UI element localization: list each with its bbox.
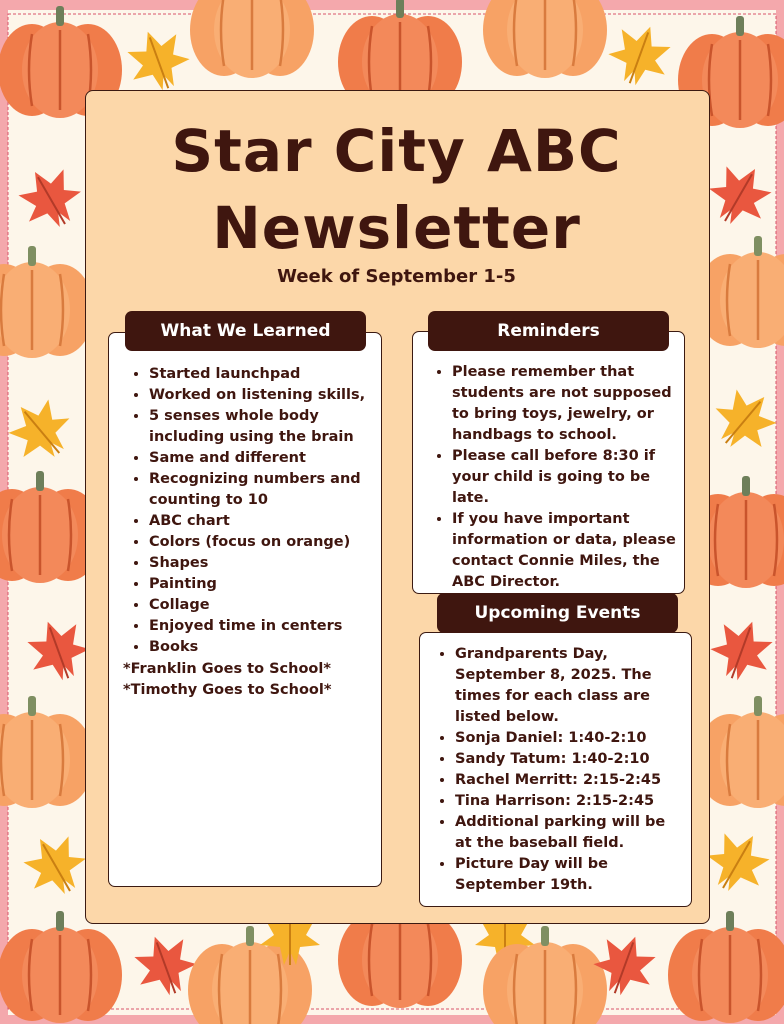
list-item: • Rachel Merritt: 2:15-2:45 (455, 770, 675, 791)
reminders-content (434, 362, 678, 593)
reminders-heading: Reminders (428, 311, 669, 351)
list-item: • Additional parking will be at the baseball field. (455, 812, 675, 854)
list-item: • Enjoyed time in centers (149, 616, 371, 637)
list-item: • Please call before 8:30 if your child is going to be late. (452, 446, 678, 509)
list-item: • 5 senses whole body including using the brain (149, 406, 371, 448)
newsletter-title-line1: Star City ABC (171, 117, 622, 185)
reminders-list (434, 362, 678, 593)
events-list (437, 644, 675, 896)
book-title: *Franklin Goes to School* (123, 661, 331, 677)
list-item: • Books (149, 637, 371, 658)
learned-list (131, 364, 371, 658)
list-item: • Colors (focus on orange) (149, 532, 371, 553)
list-item: • Sandy Tatum: 1:40-2:10 (455, 749, 675, 770)
book-title: *Timothy Goes to School* (123, 682, 332, 698)
list-item: • Started launchpad (149, 364, 371, 385)
list-item: • Collage (149, 595, 371, 616)
book-titles (123, 659, 373, 701)
list-item: • Recognizing numbers and counting to 10 (149, 469, 371, 511)
learned-heading: What We Learned (125, 311, 366, 351)
newsletter-title-line2: Newsletter (212, 194, 581, 262)
list-item: • Grandparents Day, September 8, 2025. The times for each class are listed below. (455, 644, 675, 728)
list-item: • Tina Harrison: 2:15-2:45 (455, 791, 675, 812)
list-item: • Worked on listening skills, (149, 385, 371, 406)
learned-content (131, 364, 371, 658)
list-item: • Painting (149, 574, 371, 595)
events-content (437, 644, 675, 896)
list-item: • If you have important information or data, please contact Connie Miles, the ABC Director. (452, 509, 678, 593)
list-item: • Shapes (149, 553, 371, 574)
events-heading: Upcoming Events (437, 593, 678, 633)
list-item: • ABC chart (149, 511, 371, 532)
list-item: • Please remember that students are not supposed to bring toys, jewelry, or handbags to school. (452, 362, 678, 446)
week-label: Week of September 1-5 (277, 266, 516, 287)
list-item: • Same and different (149, 448, 371, 469)
list-item: • Picture Day will be September 19th. (455, 854, 675, 896)
list-item: • Sonja Daniel: 1:40-2:10 (455, 728, 675, 749)
